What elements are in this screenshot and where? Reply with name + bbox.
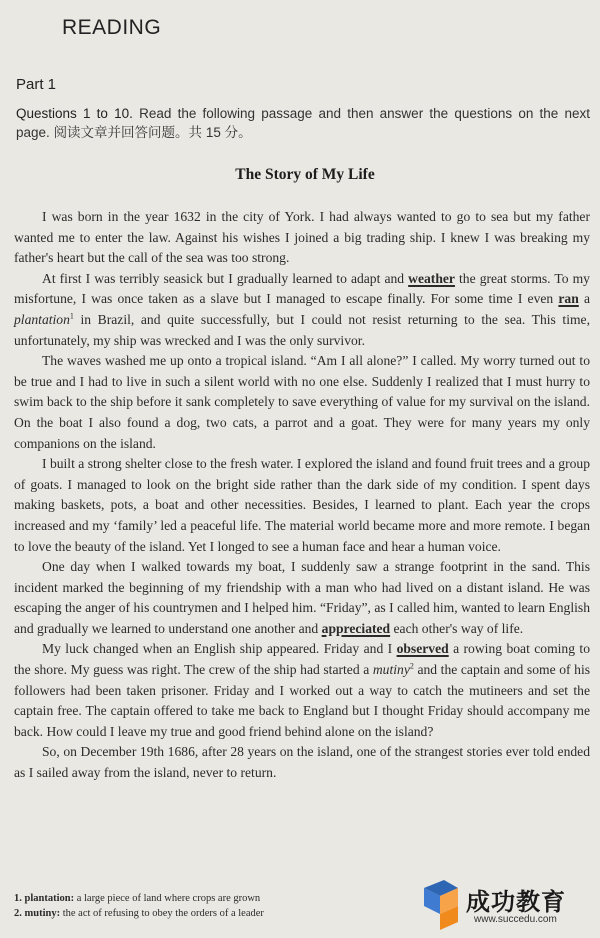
footnote-ref-2: 2 [409, 661, 414, 671]
paragraph-7: So, on December 19th 1686, after 28 years on the island, one of the strangest stories ever told ended as I sailed away from the island, never to return. [14, 744, 590, 781]
paragraph-5: One day when I walked towards my boat, I suddenly saw a strange footprint in the sand. This incident marked the beginning of my friendship with a man who had lived on a distant island. He was escaping the anger of his countrymen and I helped him. “Friday”, as I called him, wanted to learn English and gradually we learned to understand one another and appreciated each other's way of life. [14, 559, 590, 636]
part-label: Part 1 [16, 76, 57, 93]
term-mutiny: mutiny [372, 662, 410, 678]
section-title: READING [62, 16, 162, 39]
story-title: The Story of My Life [235, 166, 375, 183]
logo-name: 成功教育 [466, 888, 566, 916]
paragraph-3: The waves washed me up onto a tropical island. “Am I all alone?” I called. My worry turned out to be true and I had to live in such a silent world with no one else. Suddenly I realized that I must hurry to swim back to the ship before it sank completely to save everything of value for my survival on the island. On the boat I also found a dog, two cats, a parrot and a goat. They were for many years my only companions on the island. [14, 353, 590, 451]
paragraph-6: My luck changed when an English ship appeared. Friday and I observed a rowing boat coming to the shore. My guess was right. The crew of the ship had started a mutiny$^2$ and the captain and some of his followers had been taken prisoner. Friday and I worked out a way to catch the mutineers and set the captain free. The captain offered to take me back to England but I thought Friday should accompany me back. How could I leave my true and good friend behind alone on the island? [14, 641, 591, 739]
instructions-chinese: 阅读文章并回答问题。共 15 分。 [53, 125, 252, 140]
footnote-ref-1: 1 [69, 311, 74, 321]
watermark-logo [418, 878, 598, 934]
keyword-weather: weather [408, 270, 455, 286]
instructions [16, 104, 590, 142]
term-plantation: plantation [14, 311, 70, 327]
footnotes [14, 891, 414, 921]
keyword-ran: ran [558, 291, 579, 307]
keyword-observed: observed [396, 641, 449, 657]
keyword-appreciated: appreciated [321, 620, 391, 636]
instructions-text: Read the following passage and then answer the questions on the next page. [16, 106, 590, 140]
paragraph-2: At first I was terribly seasick but I gradually learned to adapt and weather the great storms. To my misfortune, I was once taken as a slave but I managed to escape finally. For some time I even ran a plantation$^1$ in Brazil, and quite successfully, but I could not resist returning to the sea. This time, unfortunately, my ship was wrecked and I was the only survivor. [14, 270, 590, 348]
footnote-2: 2. mutiny: the act of refusing to obey the orders of a leader [14, 908, 264, 919]
paragraph-4: I built a strong shelter close to the fresh water. I explored the island and found fruit trees and a group of goats. I managed to look on the bright side rather than the dark side of my condition. I spent days making baskets, pots, a boat and other necessities. Besides, I learned to plant. Each year the crops increased and my ‘family’ led a peaceful life. The material world became more and more remote. I began to love the beauty of the island. Yet I longed to see a human face and hear a human voice. [14, 456, 590, 554]
reading-passage [14, 207, 590, 784]
questions-range: Questions 1 to 10. [16, 106, 133, 121]
logo-icon [418, 878, 464, 932]
paragraph-1: I was born in the year 1632 in the city of York. I had always wanted to go to sea but my father wanted me to enter the law. Against his wishes I joined a big trading ship. I knew I was breaking my father's heart but the call of the sea was too strong. [14, 209, 590, 266]
logo-url: www.succedu.com [474, 914, 557, 925]
footnote-1: 1. plantation: a large piece of land where crops are grown [14, 893, 261, 904]
